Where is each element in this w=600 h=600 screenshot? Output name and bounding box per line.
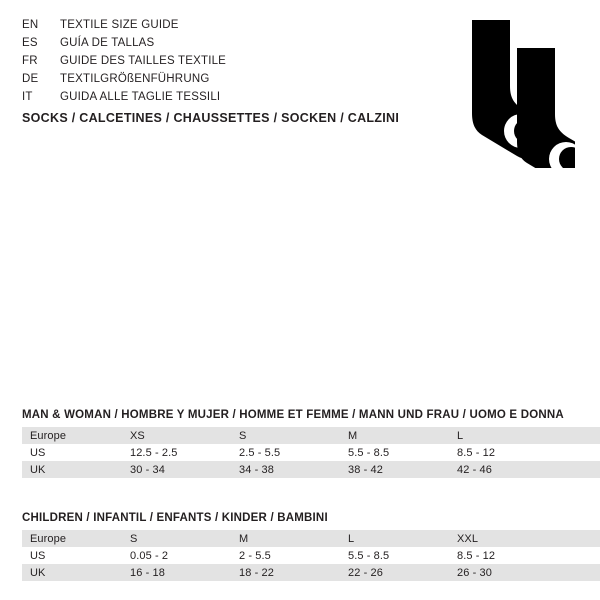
language-row [22, 88, 382, 106]
language-row [22, 16, 382, 34]
cell-value: L [449, 427, 600, 444]
language-text: TEXTILE SIZE GUIDE [60, 19, 179, 31]
language-code: IT [22, 91, 33, 103]
cell-value: XXL [449, 530, 600, 547]
language-row [22, 70, 382, 88]
table-row [22, 444, 600, 461]
cell-value: 34 - 38 [231, 461, 340, 478]
children-size-table [22, 530, 600, 581]
language-row [22, 34, 382, 52]
language-code: DE [22, 73, 39, 85]
cell-value: 26 - 30 [449, 564, 600, 581]
row-label: Europe [22, 427, 122, 444]
language-list [22, 16, 382, 106]
language-text: GUÍA DE TALLAS [60, 37, 155, 49]
language-text: TEXTILGRÖßENFÜHRUNG [60, 73, 210, 85]
page-title: SOCKS / CALCETINES / CHAUSSETTES / SOCKEN / CALZINI [22, 111, 400, 125]
row-label: Europe [22, 530, 122, 547]
man-woman-size-section [22, 409, 578, 478]
table-row [22, 530, 600, 547]
cell-value: 42 - 46 [449, 461, 600, 478]
table-row [22, 564, 600, 581]
table-row [22, 547, 600, 564]
cell-value: 2 - 5.5 [231, 547, 340, 564]
cell-value: 5.5 - 8.5 [340, 444, 449, 461]
cell-value: L [340, 530, 449, 547]
cell-value: 22 - 26 [340, 564, 449, 581]
table-row [22, 427, 600, 444]
cell-value: 2.5 - 5.5 [231, 444, 340, 461]
cell-value: 5.5 - 8.5 [340, 547, 449, 564]
children-table-title: CHILDREN / INFANTIL / ENFANTS / KINDER / BAMBINI [22, 512, 328, 524]
socks-illustration [400, 18, 575, 168]
man-woman-table-title: MAN & WOMAN / HOMBRE Y MUJER / HOMME ET FEMME / MANN UND FRAU / UOMO E DONNA [22, 409, 564, 421]
cell-value: 0.05 - 2 [122, 547, 231, 564]
language-code: FR [22, 55, 38, 67]
cell-value: M [340, 427, 449, 444]
children-size-section [22, 512, 578, 581]
language-text: GUIDA ALLE TAGLIE TESSILI [60, 91, 221, 103]
cell-value: 30 - 34 [122, 461, 231, 478]
cell-value: 38 - 42 [340, 461, 449, 478]
row-label: US [22, 444, 122, 461]
cell-value: S [122, 530, 231, 547]
man-woman-size-table [22, 427, 600, 478]
cell-value: 8.5 - 12 [449, 444, 600, 461]
table-row [22, 461, 600, 478]
cell-value: 16 - 18 [122, 564, 231, 581]
row-label: UK [22, 564, 122, 581]
language-text: GUIDE DES TAILLES TEXTILE [60, 55, 227, 67]
language-code: EN [22, 19, 39, 31]
cell-value: S [231, 427, 340, 444]
cell-value: 8.5 - 12 [449, 547, 600, 564]
cell-value: M [231, 530, 340, 547]
language-code: ES [22, 37, 38, 49]
cell-value: 18 - 22 [231, 564, 340, 581]
cell-value: 12.5 - 2.5 [122, 444, 231, 461]
cell-value: XS [122, 427, 231, 444]
language-row [22, 52, 382, 70]
row-label: UK [22, 461, 122, 478]
row-label: US [22, 547, 122, 564]
